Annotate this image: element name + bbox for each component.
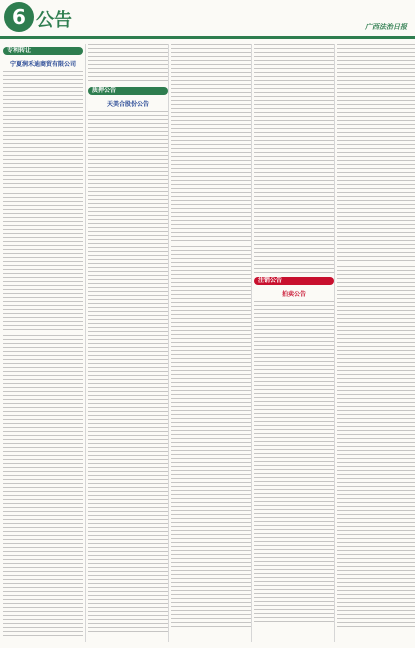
notice-body-text [3,335,83,485]
column-3 [171,44,251,642]
notice-title: 拍卖公告 [281,291,306,298]
page-number-badge: 6 [4,2,34,32]
notice-body-text [254,301,334,451]
notice-body-text [254,44,334,274]
page-header [0,0,415,38]
notice-title: 宁夏润禾迪商贸有限公司 [9,61,76,68]
notice-body-text [171,44,251,244]
notice-category-bar: 质押公告 [88,87,168,95]
notice-body-text [3,193,83,333]
section-title: 公告 [36,10,72,31]
notice-body-text [337,44,415,264]
notice-title: 天美合股份公告 [106,101,149,108]
notice-body-text [88,415,168,635]
notice-body-text [171,418,251,628]
notice-body-text [171,246,251,416]
notice-body-text [337,266,415,456]
column-4 [254,44,334,642]
notice-body-text [88,44,168,84]
newspaper-brand: 广西法治日报 [365,22,407,31]
notice-body-text [337,458,415,628]
notice-body-text [88,111,168,241]
column-divider [334,44,335,642]
column-2 [88,44,168,642]
header-rule [0,36,415,39]
column-divider [168,44,169,642]
notice-body-text [3,487,83,637]
notice-category-bar: 专利转让 [3,47,83,55]
column-divider [251,44,252,642]
column-divider [85,44,86,642]
notice-body-text [254,453,334,623]
column-5 [337,44,415,642]
notice-body-text [88,243,168,413]
column-1 [3,44,83,642]
notice-body-text [3,71,83,191]
notice-category-bar: 注销公告 [254,277,334,285]
